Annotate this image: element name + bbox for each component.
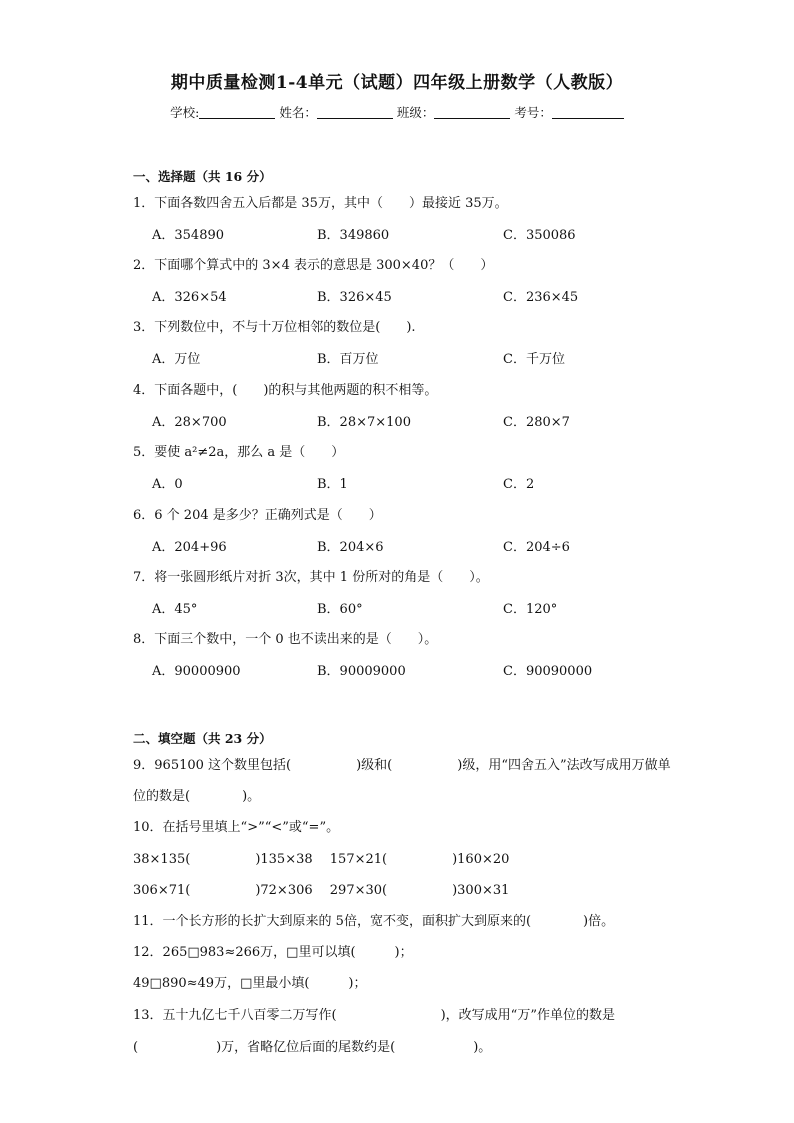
option-c[interactable]: C．2 [503,477,535,492]
question-7-options [152,598,712,616]
option-a[interactable]: A．354890 [152,228,225,243]
question-9-line-2: 位的数是( )。 [133,789,261,804]
option-b[interactable]: B．204×6 [317,540,384,555]
question-6-options [152,536,712,554]
option-b[interactable]: B．349860 [317,228,390,243]
name-blank[interactable] [317,105,393,119]
question-13-line-2: ( )万，省略亿位后面的尾数约是( )。 [133,1040,492,1055]
question-5: 5．要使 a²≠2a，那么 a 是（ ） [133,445,345,460]
name-label: 姓名： [279,105,317,120]
school-blank[interactable] [199,105,275,119]
question-9-line-1: 9．965100 这个数里包括( )级和( )级，用“四舍五入”法改写成用万做单 [133,758,671,773]
option-a[interactable]: A．28×700 [152,415,227,430]
option-b[interactable]: B．百万位 [317,352,379,367]
option-c[interactable]: C．236×45 [503,290,579,305]
question-1-options [152,224,712,242]
option-a[interactable]: A．0 [152,477,183,492]
option-a[interactable]: A．326×54 [152,290,227,305]
question-12-line-2: 49□890≈49万，□里最小填( )； [133,976,367,991]
question-4-options [152,411,712,429]
student-info-row [0,103,794,121]
option-a[interactable]: A．45° [152,602,198,617]
question-12-line-1: 12．265□983≈266万，□里可以填( )； [133,945,413,960]
exam-title: 期中质量检测1-4单元（试题）四年级上册数学（人教版） [170,73,624,93]
option-b[interactable]: B．60° [317,602,363,617]
option-c[interactable]: C．千万位 [503,352,565,367]
question-8: 8．下面三个数中，一个 0 也不读出来的是（ ）。 [133,632,438,647]
question-10-row-2: 306×71( )72×306 297×30( )300×31 [133,883,510,898]
option-b[interactable]: B．90009000 [317,664,406,679]
option-c[interactable]: C．204÷6 [503,540,570,555]
option-c[interactable]: C．280×7 [503,415,570,430]
option-b[interactable]: B．1 [317,477,348,492]
class-blank[interactable] [434,105,510,119]
question-7: 7．将一张圆形纸片对折 3次，其中 1 份所对的角是（ ）。 [133,570,489,585]
section-1-title: 一、选择题（共 16 分） [133,169,272,184]
question-4: 4．下面各题中，( )的积与其他两题的积不相等。 [133,383,438,398]
option-c[interactable]: C．120° [503,602,558,617]
question-3: 3．下列数位中，不与十万位相邻的数位是( ). [133,320,416,335]
option-b[interactable]: B．28×7×100 [317,415,411,430]
question-8-options [152,660,712,678]
question-3-options [152,348,712,366]
option-b[interactable]: B．326×45 [317,290,392,305]
option-c[interactable]: C．350086 [503,228,576,243]
option-a[interactable]: A．万位 [152,352,201,367]
option-a[interactable]: A．90000900 [152,664,241,679]
class-label: 班级： [396,105,435,120]
school-label: 学校: [170,105,200,120]
question-10: 10．在括号里填上“>”“<”或“=”。 [133,820,340,835]
question-10-row-1: 38×135( )135×38 157×21( )160×20 [133,852,510,867]
section-2-title: 二、填空题（共 23 分） [133,731,272,746]
question-1: 1．下面各数四舍五入后都是 35万，其中（ ）最接近 35万。 [133,196,508,211]
question-5-options [152,473,712,491]
option-a[interactable]: A．204+96 [152,540,227,555]
question-13-line-1: 13．五十九亿七千八百零二万写作( )，改写成用“万”作单位的数是 [133,1008,615,1023]
question-11: 11．一个长方形的长扩大到原来的 5倍，宽不变，面积扩大到原来的( )倍。 [133,914,615,929]
option-c[interactable]: C．90090000 [503,664,593,679]
question-2: 2．下面哪个算式中的 3×4 表示的意思是 300×40？（ ） [133,258,494,273]
number-blank[interactable] [552,105,624,119]
question-6: 6．6 个 204 是多少？正确列式是（ ） [133,508,382,523]
question-2-options [152,286,712,304]
number-label: 考号： [514,105,552,120]
